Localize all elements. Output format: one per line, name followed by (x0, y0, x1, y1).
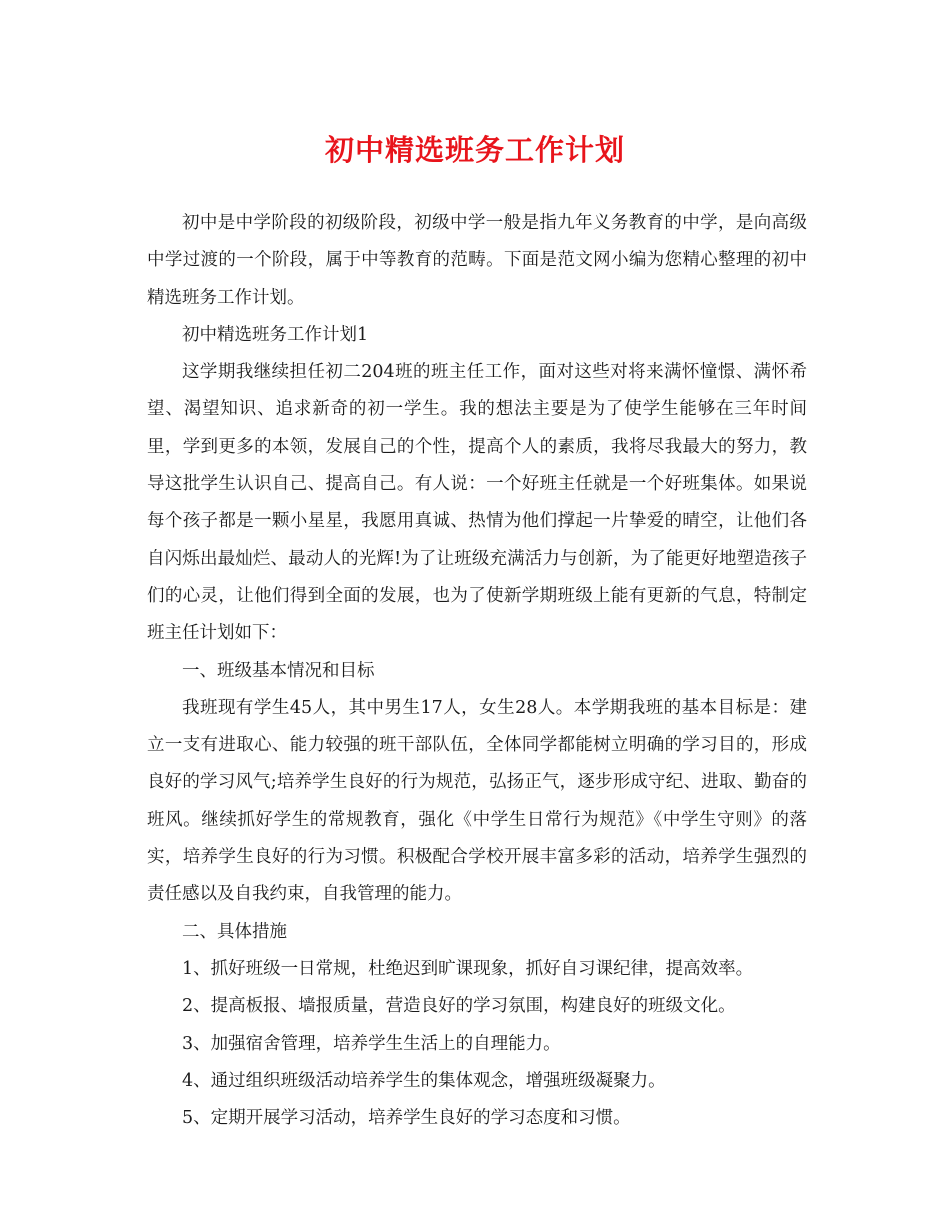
intro-paragraph: 初中是中学阶段的初级阶段，初级中学一般是指九年义务教育的中学，是向高级中学过渡的一个阶段，属于中等教育的范畴。下面是范文网小编为您精心整理的初中精选班务工作计划。 (147, 213, 807, 308)
body-paragraph: 这学期我继续担任初二204班的班主任工作，面对这些对将来满怀憧憬、满怀希望、渴望知识、追求新奇的初一学生。我的想法主要是为了使学生能够在三年时间里，学到更多的本领，发展自己的个性，提高个人的素质，我将尽我最大的努力，教导这批学生认识自己、提高自己。有人说：一个好班主任就是一个好班集体。如果说每个孩子都是一颗小星星，我愿用真诚、热情为他们撑起一片挚爱的晴空，让他们各自闪烁出最灿烂、最动人的光辉!为了让班级充满活力与创新，为了能更好地塑造孩子们的心灵，让他们得到全面的发展，也为了使新学期班级上能有更新的气息，特制定班主任计划如下： (147, 362, 807, 644)
list-item: 1、抓好班级一日常规，杜绝迟到旷课现象，抓好自习课纪律，提高效率。 (182, 958, 754, 979)
list-item: 2、提高板报、墙报质量，营造良好的学习氛围，构建良好的班级文化。 (182, 996, 736, 1017)
section-heading-class-status: 一、班级基本情况和目标 (182, 660, 375, 681)
plan-heading: 初中精选班务工作计划1 (182, 324, 369, 345)
document-body (147, 205, 807, 1137)
list-item: 3、加强宿舍管理，培养学生生活上的自理能力。 (182, 1033, 561, 1054)
section-heading-measures: 二、具体措施 (182, 921, 287, 942)
list-item: 4、通过组织班级活动培养学生的集体观念，增强班级凝聚力。 (182, 1070, 666, 1091)
list-item: 5、定期开展学习活动，培养学生良好的学习态度和习惯。 (182, 1108, 631, 1129)
body-paragraph: 我班现有学生45人，其中男生17人，女生28人。本学期我班的基本目标是：建立一支有进取心、能力较强的班干部队伍，全体同学都能树立明确的学习目的，形成良好的学习风气;培养学生良好的行为规范，弘扬正气，逐步形成守纪、进取、勤奋的班风。继续抓好学生的常规教育，强化《中学生日常行为规范》《中学生守则》的落实，培养学生良好的行为习惯。积极配合学校开展丰富多彩的活动，培养学生强烈的责任感以及自我约束，自我管理的能力。 (147, 697, 807, 905)
document-title: 初中精选班务工作计划 (324, 133, 625, 167)
